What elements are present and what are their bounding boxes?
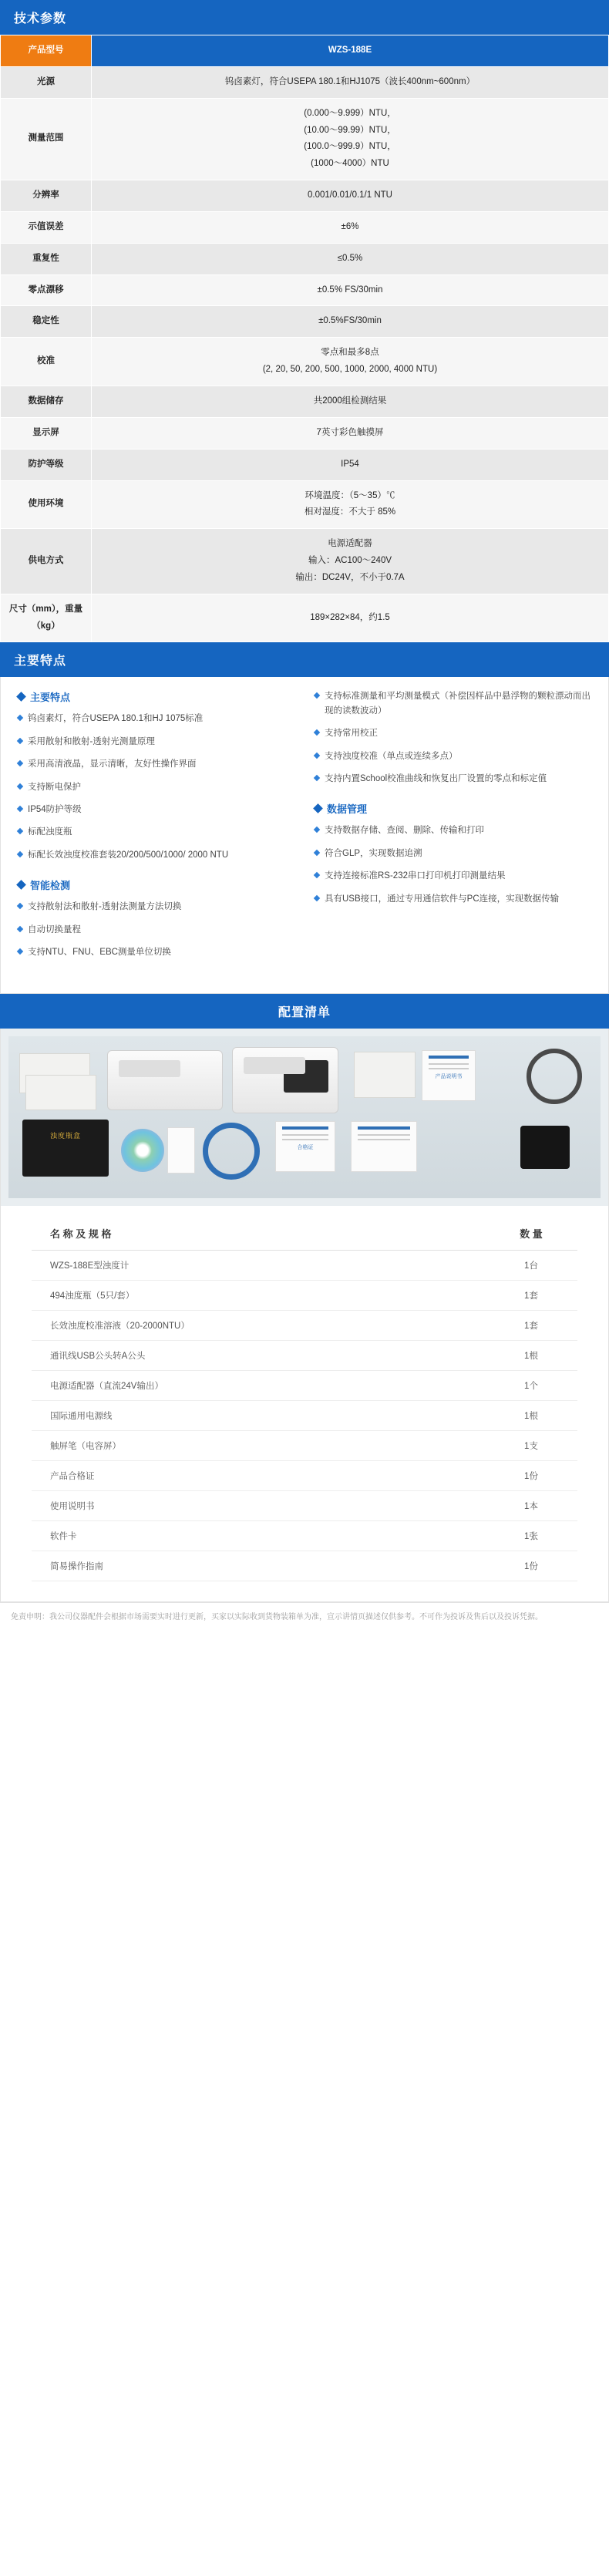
calibration-standard-icon [351,1121,417,1172]
config-table [32,1218,577,1581]
product-photo [8,1036,601,1198]
table-row [32,1311,577,1341]
spec-key: 使用环境 [1,480,92,529]
spec-key: 分辨率 [1,180,92,212]
config-item-qty: 1根 [485,1401,577,1431]
table-row [1,211,609,243]
paper-bar [358,1126,410,1130]
config-item-qty: 1套 [485,1311,577,1341]
table-row [32,1281,577,1311]
spec-value-line: ±0.5%FS/30min [318,316,382,326]
table-row [32,1401,577,1431]
config-item-qty: 1支 [485,1431,577,1461]
spec-value-line: ≤0.5% [337,253,363,263]
spec-key: 校准 [1,338,92,386]
spec-value [92,338,609,386]
feature-text: 支持浊度校准（单点或连续多点） [325,751,458,761]
paper-line [358,1139,410,1140]
config-item-qty: 1个 [485,1371,577,1401]
list-item [18,757,294,771]
manual-label: 产品说明书 [435,1074,463,1080]
spec-table [0,35,609,642]
table-row [1,386,609,417]
table-row [32,1371,577,1401]
spec-value-line: (10.00～99.99）NTU， [304,125,396,135]
section-header-config: 配置清单 [0,994,609,1029]
spec-value-line: 共2000组检测结果 [313,396,387,406]
section-header-features: 主要特点 [0,642,609,677]
bullet-icon [17,783,23,789]
feature-text: 支持连接标准RS-232串口打印机打印测量结果 [325,871,506,881]
spec-value [92,306,609,338]
spec-value-line: 钨卤素灯，符合USEPA 180.1和HJ1075（波长400nm~600nm） [224,76,476,86]
spec-key: 测量范围 [1,98,92,180]
table-row [1,449,609,480]
spec-table-wrap [0,35,609,642]
paper-line [429,1068,469,1069]
feature-group-title-label: 数据管理 [327,803,368,816]
config-item-name: 国际通用电源线 [32,1401,485,1431]
table-row [1,274,609,306]
spec-value [92,243,609,274]
config-item-name: 使用说明书 [32,1491,485,1521]
list-item [315,892,591,906]
certificate-label: 合格证 [297,1145,314,1151]
table-row [1,66,609,98]
list-item [315,749,591,763]
features-column-left [18,689,294,975]
product-photo-area [1,1029,608,1206]
table-row [1,529,609,594]
feature-text: 支持常用校正 [325,729,378,739]
spec-value [92,180,609,212]
table-row [1,98,609,180]
spec-value-line: 189×282×84，约1.5 [310,612,390,622]
table-row [32,1491,577,1521]
spec-value [92,66,609,98]
turbidity-meter-icon [107,1050,223,1110]
table-header-row [32,1218,577,1251]
config-item-name: 产品合格证 [32,1461,485,1491]
list-item [315,726,591,740]
feature-group-title-label: 主要特点 [30,692,71,704]
spec-value [92,594,609,642]
spec-value-line: ±0.5% FS/30min [317,285,383,295]
spec-value [92,274,609,306]
meter-lid-icon [244,1057,305,1074]
sample-cell-case-label: 浊度瓶盒 [49,1132,81,1140]
bullet-icon [17,903,23,909]
list-item [18,945,294,959]
spec-value-line: (100.0～999.9）NTU， [304,142,396,152]
turbidity-meter-with-screen-icon [232,1047,338,1113]
spec-value-line: 输入：AC100～240V [308,556,392,566]
features-section [0,677,609,994]
spec-value-line: 7英寸彩色触摸屏 [316,427,384,437]
paper-line [358,1134,410,1136]
feature-text: 标配长效浊度校准套装20/200/500/1000/ 2000 NTU [28,850,229,860]
spec-value-line: 输出：DC24V，不小于0.7A [295,572,405,582]
feature-text: 钨卤素灯，符合USEPA 180.1和HJ 1075标准 [28,714,204,724]
table-row [32,1461,577,1491]
certificate-icon [275,1121,335,1172]
bullet-icon [17,760,23,766]
list-item [18,780,294,794]
bullet-icon [314,752,320,758]
quick-guide-icon [167,1127,195,1174]
config-item-name: WZS-188E型浊度计 [32,1251,485,1281]
bullet-icon [314,775,320,781]
feature-text: 符合GLP，实现数据追溯 [325,848,422,858]
feature-text: 支持内置School校准曲线和恢复出厂设置的零点和标定值 [325,773,547,783]
packaging-box-icon [25,1075,96,1110]
spec-value-line: 环境温度：（5～35）℃ [304,490,395,500]
table-row [1,180,609,212]
meter-lid-icon [119,1060,180,1077]
power-cable-icon [527,1049,582,1104]
spec-value-line: 相对湿度：不大于 85% [304,507,396,517]
model-value: WZS-188E [92,35,609,67]
list-item [315,847,591,860]
col-header-name: 名 称 及 规 格 [32,1218,485,1251]
spec-value-line: 零点和最多8点 [321,348,379,358]
config-item-qty: 1本 [485,1491,577,1521]
diamond-icon [16,692,26,702]
spec-value [92,417,609,449]
feature-text: 支持散射法和散射-透射法测量方法切换 [28,902,182,912]
bullet-icon [17,715,23,721]
spec-value [92,480,609,529]
list-item [18,900,294,914]
config-item-name: 软件卡 [32,1521,485,1551]
paper-bar [429,1056,469,1059]
bullet-icon [314,729,320,736]
feature-text: 支持NTU、FNU、EBC测量单位切换 [28,947,171,957]
spec-key: 防护等级 [1,449,92,480]
list-item [315,689,591,718]
config-item-qty: 1份 [485,1461,577,1491]
bullet-icon [17,948,23,955]
col-header-qty: 数 量 [485,1218,577,1251]
feature-group-title [18,689,294,704]
config-item-qty: 1台 [485,1251,577,1281]
feature-group [18,689,294,862]
bullet-icon [314,692,320,699]
spec-value-line: (0.000～9.999）NTU， [304,108,396,118]
paper-line [429,1063,469,1065]
config-item-qty: 1根 [485,1341,577,1371]
spec-key: 零点漂移 [1,274,92,306]
spec-value [92,211,609,243]
feature-group [315,689,591,786]
diamond-icon [313,803,323,813]
manual-paper-icon [422,1050,476,1101]
feature-group-title-label: 智能检测 [30,880,71,892]
spec-key: 数据储存 [1,386,92,417]
feature-text: 采用散射和散射-透射光测量原理 [28,736,155,746]
disclaimer-text: 免责申明：我公司仪器配件会根据市场需要实时进行更新，买家以实际收到货物装箱单为准，宣示讲情页描述仅供参考。不可作为投诉及售后以及投诉凭据。 [0,1602,609,1638]
bullet-icon [17,806,23,812]
bullet-icon [314,827,320,833]
table-row [1,594,609,642]
table-row [1,35,609,67]
table-row [32,1551,577,1581]
feature-text: 支持数据存储、查阅、删除、传输和打印 [325,826,484,836]
list-item [18,825,294,839]
bullet-icon [17,925,23,931]
config-section [0,1029,609,1602]
feature-text: 具有USB接口，通过专用通信软件与PC连接，实现数据传输 [325,894,560,904]
feature-text: 自动切换量程 [28,924,81,934]
paper-line [282,1139,328,1140]
config-item-name: 494浊度瓶（5只/套） [32,1281,485,1311]
table-row [1,306,609,338]
list-item [18,803,294,817]
paper-bar [282,1126,328,1130]
config-item-name: 触屏笔（电容屏） [32,1431,485,1461]
config-item-name: 通讯线USB公头转A公头 [32,1341,485,1371]
bullet-icon [314,850,320,856]
sample-cell-case-icon [22,1120,109,1177]
feature-text: 标配浊度瓶 [28,827,72,837]
software-cd-icon [121,1129,164,1172]
feature-text: 支持断电保护 [28,782,81,792]
spec-key: 尺寸（mm），重量（kg） [1,594,92,642]
feature-text: 采用高清液晶，显示清晰，友好性操作界面 [28,759,197,769]
spec-value-line: 电源适配器 [328,539,372,549]
spec-key: 示值误差 [1,211,92,243]
spec-value-line: (1000～4000）NTU [311,159,389,169]
table-row [1,480,609,529]
bullet-icon [17,738,23,744]
feature-group-title [315,801,591,816]
spec-value [92,386,609,417]
power-adapter-icon [520,1126,570,1169]
spec-value-line: IP54 [341,459,359,469]
model-label: 产品型号 [1,35,92,67]
spec-key: 供电方式 [1,529,92,594]
usb-cable-icon [203,1123,260,1180]
bullet-icon [17,828,23,834]
config-item-qty: 1张 [485,1521,577,1551]
bullet-icon [314,872,320,878]
paper-line [282,1134,328,1136]
spec-key: 稳定性 [1,306,92,338]
spec-value-line: ±6% [341,221,359,231]
list-item [315,772,591,786]
list-item [18,848,294,862]
list-item [315,869,591,883]
list-item [18,923,294,937]
table-row [32,1341,577,1371]
config-table-wrap [1,1206,608,1601]
config-item-qty: 1套 [485,1281,577,1311]
table-row [1,417,609,449]
bullet-icon [314,894,320,901]
spec-value [92,98,609,180]
config-item-qty: 1份 [485,1551,577,1581]
table-row [1,243,609,274]
spec-key: 显示屏 [1,417,92,449]
spec-value [92,449,609,480]
spec-value-line: (2, 20, 50, 200, 500, 1000, 2000, 4000 NTU) [262,365,438,375]
table-row [32,1431,577,1461]
accessory-box-icon [354,1052,416,1098]
spec-key: 重复性 [1,243,92,274]
list-item [315,823,591,837]
config-item-name: 电源适配器（直流24V输出） [32,1371,485,1401]
config-item-name: 长效浊度校准溶液（20-2000NTU） [32,1311,485,1341]
table-row [32,1521,577,1551]
diamond-icon [16,880,26,890]
feature-text: IP54防护等级 [28,804,82,814]
features-columns [18,689,591,975]
spec-key: 光源 [1,66,92,98]
feature-group [18,877,294,959]
table-row [1,338,609,386]
feature-group-title [18,877,294,892]
spec-value-line: 0.001/0.01/0.1/1 NTU [308,190,392,200]
list-item [18,712,294,726]
feature-text: 支持标准测量和平均测量模式（补偿因样品中悬浮物的颗粒漂动而出现的读数波动） [325,692,590,716]
table-row [32,1251,577,1281]
bullet-icon [17,851,23,857]
features-column-right [315,689,591,975]
list-item [18,735,294,749]
feature-group [315,801,591,906]
section-header-specs: 技术参数 [0,0,609,35]
config-item-name: 简易操作指南 [32,1551,485,1581]
spec-value [92,529,609,594]
